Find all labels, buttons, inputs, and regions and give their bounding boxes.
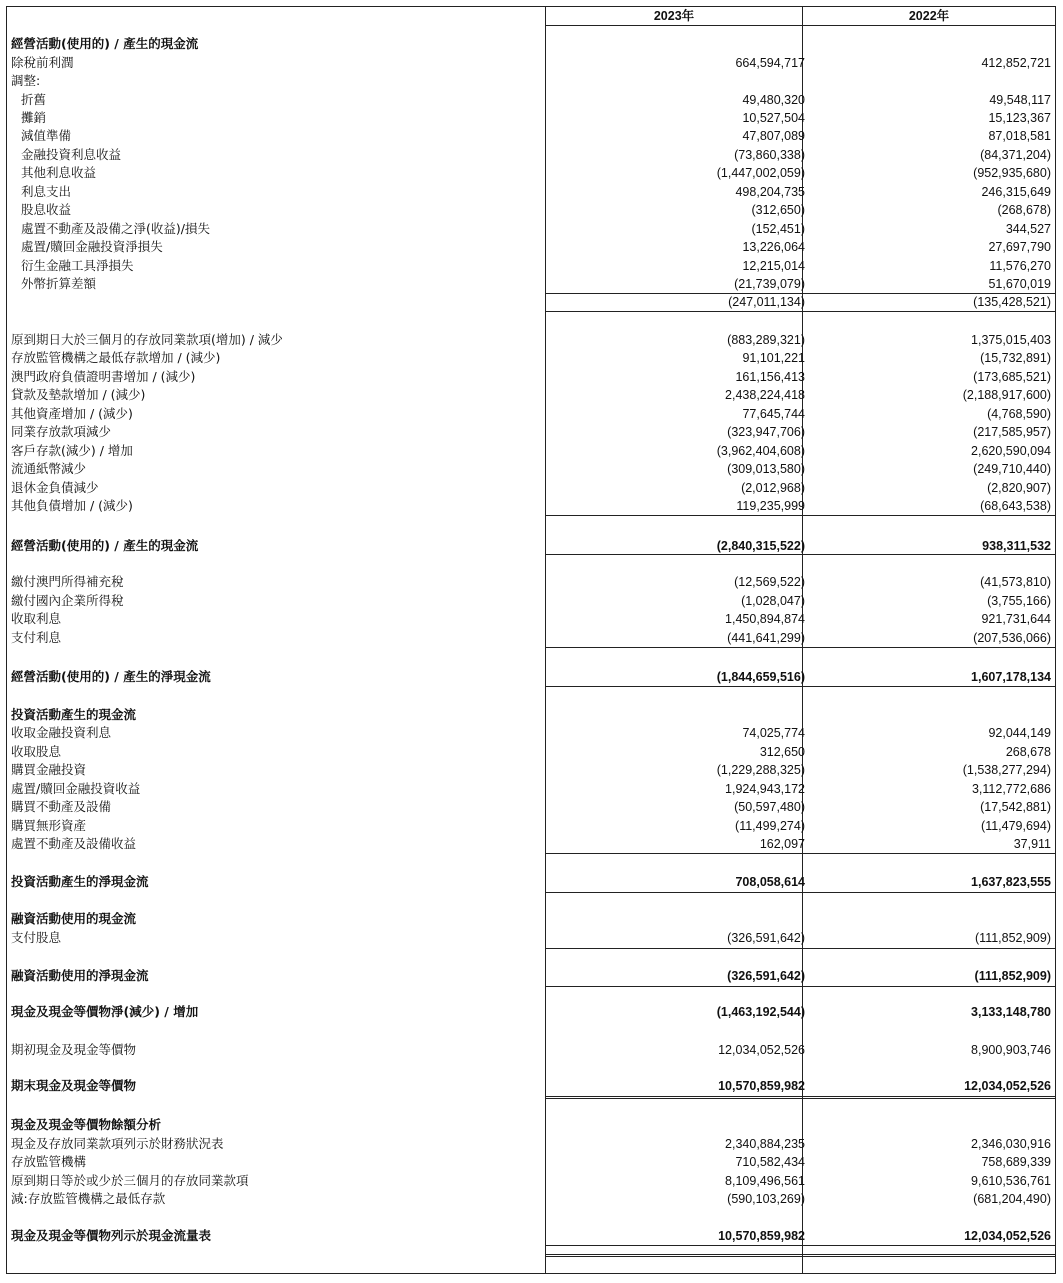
value-2023: 49,480,320 xyxy=(742,93,805,107)
row-label: 購買無形資產 xyxy=(11,818,87,833)
table-row xyxy=(7,293,1055,311)
total-rule xyxy=(546,686,802,687)
value-2023: (1,463,192,544) xyxy=(716,1005,805,1019)
row-label: 退休金負債減少 xyxy=(11,480,99,495)
table-row xyxy=(7,1135,1055,1153)
total-rule xyxy=(546,1256,802,1257)
value-2022: (15,732,891) xyxy=(980,351,1051,365)
row-label: 繳付澳門所得補充稅 xyxy=(11,574,124,589)
row-label: 處置/贖回金融投資收益 xyxy=(11,781,141,796)
table-row xyxy=(7,537,1055,555)
value-2022: 3,133,148,780 xyxy=(971,1005,1051,1019)
value-2022: (268,678) xyxy=(997,203,1051,217)
value-2022: (3,755,166) xyxy=(987,594,1051,608)
row-label: 同業存放款項減少 xyxy=(11,424,112,439)
row-label: 購買不動產及設備 xyxy=(11,799,112,814)
table-row xyxy=(7,592,1055,610)
row-label: 除稅前利潤 xyxy=(11,55,74,70)
table-row xyxy=(7,1041,1055,1059)
table-row xyxy=(7,183,1055,201)
value-2022: 758,689,339 xyxy=(981,1155,1051,1169)
value-2022: (111,852,909) xyxy=(974,969,1051,983)
row-label: 原到期日大於三個月的存放同業款項(增加) / 減少 xyxy=(11,332,283,347)
row-label: 處置/贖回金融投資淨損失 xyxy=(21,239,163,254)
value-2022: 11,576,270 xyxy=(989,259,1051,273)
total-rule xyxy=(803,892,1055,893)
header-rule xyxy=(546,25,1055,26)
row-label: 貸款及墊款增加 / (減少) xyxy=(11,387,146,402)
table-row xyxy=(7,109,1055,127)
value-2023: 12,034,052,526 xyxy=(718,1043,805,1057)
value-2023: (1,447,002,059) xyxy=(716,166,805,180)
value-2022: 2,346,030,916 xyxy=(971,1137,1051,1151)
total-rule xyxy=(803,1254,1055,1255)
value-2022: (207,536,066) xyxy=(973,631,1051,645)
table-row xyxy=(7,164,1055,182)
row-label: 其他利息收益 xyxy=(21,165,97,180)
value-2023: (441,641,299) xyxy=(727,631,805,645)
value-2023: (12,569,522) xyxy=(734,575,805,589)
total-rule xyxy=(546,948,802,949)
table-row xyxy=(7,817,1055,835)
value-2023: (11,499,274) xyxy=(735,819,805,833)
table-row xyxy=(7,706,1055,724)
total-rule xyxy=(803,1096,1055,1097)
table-row xyxy=(7,238,1055,256)
value-2022: 3,112,772,686 xyxy=(971,782,1051,796)
value-2023: (2,840,315,522) xyxy=(716,539,805,553)
total-rule xyxy=(546,892,802,893)
row-label: 股息收益 xyxy=(21,202,72,217)
value-2023: 12,215,014 xyxy=(742,259,805,273)
table-row xyxy=(7,1116,1055,1134)
table-row xyxy=(7,460,1055,478)
value-2023: (326,591,642) xyxy=(727,931,805,945)
row-label: 金融投資利息收益 xyxy=(21,147,122,162)
value-2022: 1,637,823,555 xyxy=(971,875,1051,889)
value-2023: (3,962,404,608) xyxy=(716,444,805,458)
value-2023: (590,103,269) xyxy=(727,1192,805,1206)
value-2022: 12,034,052,526 xyxy=(964,1229,1051,1243)
table-row xyxy=(7,479,1055,497)
table-row xyxy=(7,761,1055,779)
value-2023: 10,527,504 xyxy=(742,111,805,125)
value-2023: (309,013,580) xyxy=(727,462,805,476)
value-2023: (73,860,338) xyxy=(734,148,805,162)
row-label: 融資活動使用的現金流 xyxy=(11,911,137,926)
total-rule xyxy=(803,515,1055,516)
value-2022: (111,852,909) xyxy=(975,931,1051,945)
table-row xyxy=(7,72,1055,90)
row-label: 利息支出 xyxy=(21,184,72,199)
total-rule xyxy=(546,311,802,312)
value-2023: (2,012,968) xyxy=(741,481,805,495)
table-row xyxy=(7,967,1055,985)
row-label: 支付利息 xyxy=(11,630,62,645)
value-2023: (1,229,288,325) xyxy=(716,763,805,777)
row-label: 現金及現金等價物餘額分析 xyxy=(11,1117,162,1132)
value-2022: 8,900,903,746 xyxy=(971,1043,1051,1057)
value-2023: 162,097 xyxy=(759,837,805,851)
value-2022: 49,548,117 xyxy=(989,93,1051,107)
value-2023: 1,450,894,874 xyxy=(725,612,805,626)
table-row xyxy=(7,835,1055,853)
table-row xyxy=(7,873,1055,891)
row-label: 融資活動使用的淨現金流 xyxy=(11,968,149,983)
row-label: 經營活動(使用的) / 產生的現金流 xyxy=(11,36,199,51)
value-2022: (135,428,521) xyxy=(973,295,1051,309)
table-row xyxy=(7,35,1055,53)
table-row xyxy=(7,423,1055,441)
table-row xyxy=(7,610,1055,628)
value-2023: (247,011,134) xyxy=(728,295,805,309)
table-row xyxy=(7,629,1055,647)
row-label: 減值準備 xyxy=(21,128,72,143)
table-row xyxy=(7,331,1055,349)
table-row xyxy=(7,386,1055,404)
table-row xyxy=(7,127,1055,145)
total-rule xyxy=(803,311,1055,312)
value-2022: 87,018,581 xyxy=(988,129,1051,143)
table-row xyxy=(7,220,1055,238)
row-label: 繳付國內企業所得稅 xyxy=(11,593,124,608)
value-2023: 161,156,413 xyxy=(735,370,805,384)
value-2022: (4,768,590) xyxy=(987,407,1051,421)
table-row xyxy=(7,442,1055,460)
table-row xyxy=(7,929,1055,947)
row-label: 折舊 xyxy=(21,92,47,107)
value-2022: 15,123,367 xyxy=(988,111,1051,125)
row-label: 減:存放監管機構之最低存款 xyxy=(11,1191,166,1206)
value-2022: (2,188,917,600) xyxy=(962,388,1051,402)
table-row xyxy=(7,91,1055,109)
row-label: 調整: xyxy=(11,73,41,88)
row-label: 客戶存款(減少) / 增加 xyxy=(11,443,133,458)
table-row xyxy=(7,146,1055,164)
value-2023: (50,597,480) xyxy=(734,800,805,814)
total-rule xyxy=(546,1245,802,1246)
row-label: 其他資產增加 / (減少) xyxy=(11,406,133,421)
row-label: 攤銷 xyxy=(21,110,47,125)
value-2023: 498,204,735 xyxy=(735,185,805,199)
value-2022: (11,479,694) xyxy=(981,819,1051,833)
value-2023: (323,947,706) xyxy=(727,425,805,439)
column-header-2022: 2022年 xyxy=(908,9,950,23)
total-rule xyxy=(546,1098,802,1099)
value-2022: 268,678 xyxy=(1005,745,1051,759)
value-2023: (21,739,079) xyxy=(734,277,805,291)
total-rule xyxy=(546,986,802,987)
value-2023: 10,570,859,982 xyxy=(718,1229,805,1243)
value-2023: (883,289,321) xyxy=(727,333,805,347)
value-2022: (249,710,440) xyxy=(973,462,1051,476)
value-2022: 412,852,721 xyxy=(981,56,1051,70)
value-2022: 92,044,149 xyxy=(988,726,1051,740)
total-rule xyxy=(803,986,1055,987)
row-label: 投資活動產生的淨現金流 xyxy=(11,874,149,889)
row-label: 現金及現金等價物列示於現金流量表 xyxy=(11,1228,212,1243)
total-rule xyxy=(803,1245,1055,1246)
value-2023: 664,594,717 xyxy=(735,56,805,70)
value-2022: 1,375,015,403 xyxy=(971,333,1051,347)
value-2023: (312,650) xyxy=(751,203,805,217)
value-2023: (152,451) xyxy=(751,222,805,236)
table-row xyxy=(7,1153,1055,1171)
row-label: 處置不動產及設備收益 xyxy=(11,836,137,851)
value-2022: (84,371,204) xyxy=(980,148,1051,162)
value-2023: 2,340,884,235 xyxy=(725,1137,805,1151)
value-2022: 246,315,649 xyxy=(981,185,1051,199)
total-rule xyxy=(546,293,802,294)
value-2023: (326,591,642) xyxy=(727,969,805,983)
value-2022: 27,697,790 xyxy=(988,240,1051,254)
value-2023: (1,028,047) xyxy=(741,594,805,608)
row-label: 收取利息 xyxy=(11,611,62,626)
row-label: 期初現金及現金等價物 xyxy=(11,1042,137,1057)
value-2022: (17,542,881) xyxy=(980,800,1051,814)
value-2023: 1,924,943,172 xyxy=(725,782,805,796)
table-row xyxy=(7,910,1055,928)
total-rule xyxy=(803,554,1055,555)
value-2022: 12,034,052,526 xyxy=(964,1079,1051,1093)
total-rule xyxy=(546,647,802,648)
column-header-2023: 2023年 xyxy=(653,9,695,23)
total-rule xyxy=(546,1254,802,1255)
table-row xyxy=(7,368,1055,386)
total-rule xyxy=(546,853,802,854)
value-2023: 47,807,089 xyxy=(742,129,805,143)
row-label: 存放監管機構之最低存款增加 / (減少) xyxy=(11,350,221,365)
value-2022: 2,620,590,094 xyxy=(971,444,1051,458)
value-2023: 10,570,859,982 xyxy=(718,1079,805,1093)
row-label: 處置不動產及設備之淨(收益)/損失 xyxy=(21,221,210,236)
value-2022: (952,935,680) xyxy=(973,166,1051,180)
row-label: 衍生金融工具淨損失 xyxy=(21,258,134,273)
table-row xyxy=(7,780,1055,798)
table-row xyxy=(7,1003,1055,1021)
value-2022: 51,670,019 xyxy=(988,277,1051,291)
table-row xyxy=(7,349,1055,367)
table-row xyxy=(7,1077,1055,1095)
value-2023: 710,582,434 xyxy=(735,1155,805,1169)
total-rule xyxy=(803,948,1055,949)
row-label: 原到期日等於或少於三個月的存放同業款項 xyxy=(11,1173,249,1188)
value-2022: 9,610,536,761 xyxy=(971,1174,1051,1188)
table-row xyxy=(7,668,1055,686)
value-2022: 37,911 xyxy=(1013,837,1051,851)
table-row xyxy=(7,1227,1055,1245)
value-2023: 77,645,744 xyxy=(742,407,805,421)
table-row xyxy=(7,201,1055,219)
value-2022: 921,731,644 xyxy=(981,612,1051,626)
value-2023: 119,235,999 xyxy=(736,499,805,513)
value-2023: 2,438,224,418 xyxy=(725,388,805,402)
row-label: 存放監管機構 xyxy=(11,1154,87,1169)
table-row xyxy=(7,573,1055,591)
value-2023: 312,650 xyxy=(759,745,805,759)
row-label: 經營活動(使用的) / 產生的淨現金流 xyxy=(11,669,211,684)
total-rule xyxy=(803,1256,1055,1257)
table-row xyxy=(7,405,1055,423)
table-row xyxy=(7,743,1055,761)
table-row xyxy=(7,798,1055,816)
row-label: 購買金融投資 xyxy=(11,762,87,777)
value-2022: 1,607,178,134 xyxy=(971,670,1051,684)
value-2022: (41,573,810) xyxy=(980,575,1051,589)
row-label: 收取股息 xyxy=(11,744,62,759)
table-row xyxy=(7,257,1055,275)
total-rule xyxy=(803,647,1055,648)
value-2022: 344,527 xyxy=(1005,222,1051,236)
row-label: 現金及現金等價物淨(減少) / 增加 xyxy=(11,1004,199,1019)
value-2023: 708,058,614 xyxy=(735,875,805,889)
value-2022: (217,585,957) xyxy=(973,425,1051,439)
table-row xyxy=(7,275,1055,293)
value-2023: 91,101,221 xyxy=(742,351,805,365)
cash-flow-statement-table xyxy=(6,6,1056,1274)
value-2022: (1,538,277,294) xyxy=(962,763,1051,777)
value-2022: (2,820,907) xyxy=(987,481,1051,495)
row-label: 澳門政府負債證明書增加 / (減少) xyxy=(11,369,196,384)
row-label: 期末現金及現金等價物 xyxy=(11,1078,137,1093)
row-label: 支付股息 xyxy=(11,930,62,945)
total-rule xyxy=(546,1096,802,1097)
total-rule xyxy=(803,853,1055,854)
table-row xyxy=(7,1172,1055,1190)
value-2022: (68,643,538) xyxy=(980,499,1051,513)
row-label: 其他負債增加 / (減少) xyxy=(11,498,133,513)
total-rule xyxy=(803,686,1055,687)
table-row xyxy=(7,54,1055,72)
row-label: 外幣折算差額 xyxy=(21,276,97,291)
value-2023: 74,025,774 xyxy=(742,726,805,740)
value-2023: 13,226,064 xyxy=(742,240,805,254)
table-row xyxy=(7,724,1055,742)
value-2022: (173,685,521) xyxy=(973,370,1051,384)
value-2023: 8,109,496,561 xyxy=(725,1174,805,1188)
total-rule xyxy=(803,1098,1055,1099)
value-2022: (681,204,490) xyxy=(973,1192,1051,1206)
total-rule xyxy=(803,293,1055,294)
row-label: 流通紙幣減少 xyxy=(11,461,87,476)
total-rule xyxy=(546,515,802,516)
value-2022: 938,311,532 xyxy=(982,539,1051,553)
row-label: 經營活動(使用的) / 產生的現金流 xyxy=(11,538,199,553)
row-label: 收取金融投資利息 xyxy=(11,725,112,740)
table-row xyxy=(7,1190,1055,1208)
total-rule xyxy=(546,554,802,555)
row-label: 現金及存放同業款項列示於財務狀況表 xyxy=(11,1136,224,1151)
value-2023: (1,844,659,516) xyxy=(716,670,805,684)
table-row xyxy=(7,497,1055,515)
row-label: 投資活動產生的現金流 xyxy=(11,707,137,722)
